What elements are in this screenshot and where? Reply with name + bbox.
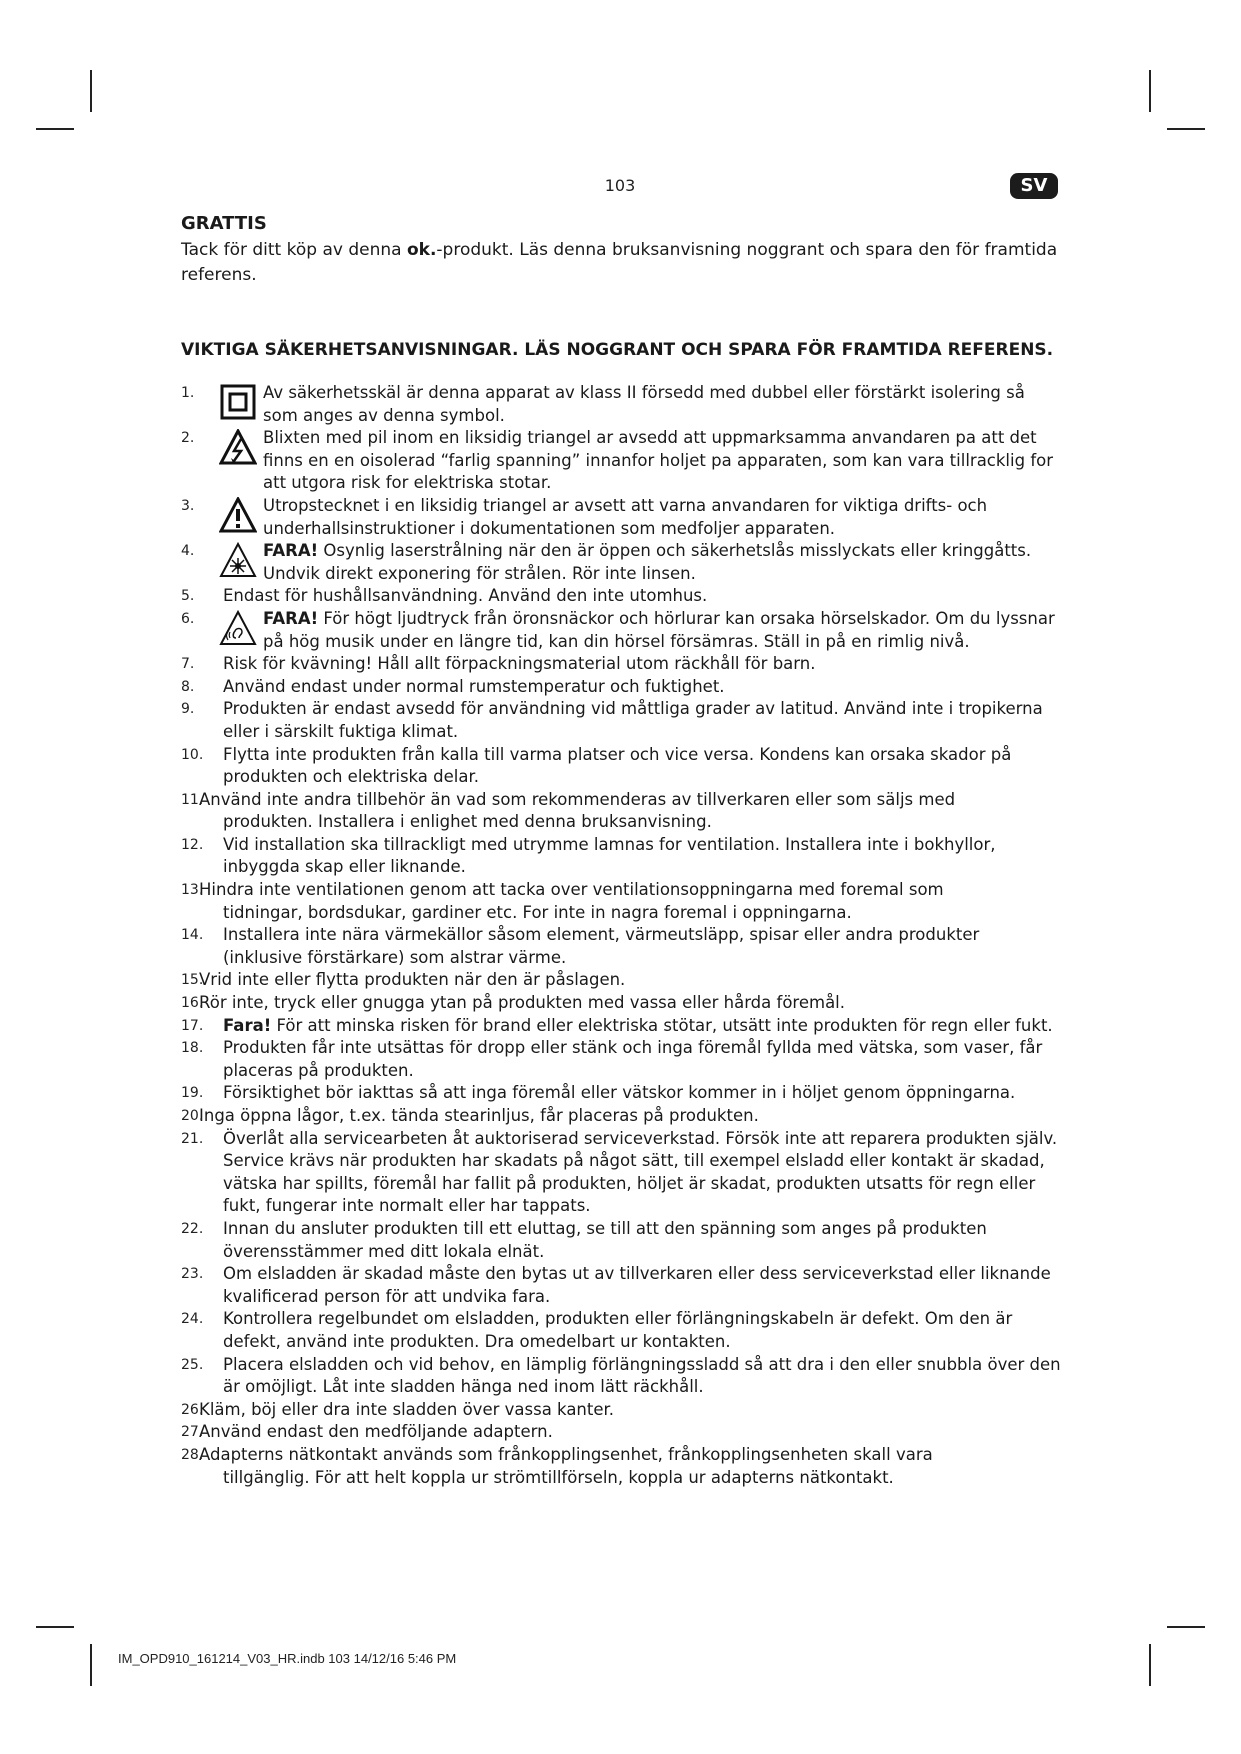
- item-text: FARA! För högt ljudtryck från öronsnäckor och hörlurar kan orsaka hörselskador. Om du lyssnar på hög musik under en längre tid, kan din hörsel försämras. Ställ in på en rimlig nivå.: [263, 608, 1055, 651]
- item-number: 24.: [181, 1311, 204, 1328]
- safety-item: [181, 540, 1061, 585]
- item-number: 11.: [181, 791, 204, 808]
- safety-item: [181, 427, 1061, 495]
- item-text: Rör inte, tryck eller gnugga ytan på produkten med vassa eller hårda föremål.: [199, 993, 846, 1013]
- item-number: 15.: [181, 972, 204, 989]
- item-text: Om elsladden är skadad måste den bytas ut av tillverkaren eller dess serviceverkstad eller liknande kvalificerad person för att undvika fara.: [223, 1264, 1051, 1306]
- hearing-warning-icon: [219, 610, 257, 646]
- item-text: Installera inte nära värmekällor såsom element, värmeutsläpp, spisar eller andra produkter (inklusive förstärkare) som alstrar värme.: [223, 925, 980, 967]
- danger-label: FARA!: [263, 608, 319, 628]
- item-number: 9.: [181, 701, 195, 718]
- item-number: 8.: [181, 678, 195, 695]
- intro-text: Tack för ditt köp av denna: [181, 240, 407, 260]
- safety-title: VIKTIGA SÄKERHETSANVISNINGAR. LÄS NOGGRANT OCH SPARA FÖR FRAMTIDA REFERENS.: [181, 340, 1054, 360]
- safety-item: [181, 879, 1061, 924]
- item-text: Utropstecknet i en liksidig triangel ar avsett att varna anvandaren for viktiga drifts- och underhallsinstruktioner i dokumentationen som medfoljer apparaten.: [263, 495, 988, 538]
- item-number: 23.: [181, 1266, 204, 1283]
- crop-mark: [36, 1626, 74, 1628]
- danger-label: FARA!: [263, 541, 319, 561]
- item-text: Produkten är endast avsedd för användning vid måttliga grader av latitud. Använd inte i tropikerna eller i särskilt fuktiga klimat.: [223, 699, 1043, 741]
- item-text: Kontrollera regelbundet om elsladden, produkten eller förlängningskabeln är defekt. Om den är defekt, använd inte produkten. Dra omedelbart ur kontakten.: [223, 1309, 1013, 1351]
- safety-item: [181, 1082, 1061, 1105]
- item-text: Fara! För att minska risken för brand eller elektriska stötar, utsätt inte produkten för regn eller fukt.: [223, 1015, 1053, 1035]
- item-text: Överlåt alla servicearbeten åt auktoriserad serviceverkstad. Försök inte att reparera produkten själv. Service krävs när produkten har skadats på något sätt, till exempel elsladd eller kontakt är skadad, vätska har spillts, föremål har fallit på produkten, höljet är skadat, produkten utsatts för regn eller fukt, fungerar inte normalt eller har tappats.: [223, 1128, 1058, 1216]
- safety-item: [181, 992, 1061, 1015]
- item-text: Hindra inte ventilationen genom att tacka over ventilationsoppningarna med foremal som tidningar, bordsdukar, gardiner etc. For inte in nagra foremal i oppningarna.: [199, 880, 944, 922]
- item-text: Använd endast under normal rumstemperatur och fuktighet.: [223, 676, 725, 696]
- safety-item: [181, 1218, 1061, 1263]
- safety-item: [181, 1308, 1061, 1353]
- item-number: 21.: [181, 1130, 204, 1147]
- item-number: 28.: [181, 1446, 204, 1463]
- item-text: Använd endast den medföljande adaptern.: [199, 1422, 553, 1442]
- safety-item: [181, 1263, 1061, 1308]
- crop-mark: [36, 128, 74, 130]
- item-text: Placera elsladden och vid behov, en lämplig förlängningssladd så att dra i den eller snubbla över den är omöjligt. Låt inte sladden hänga ned inom lätt räckhåll.: [223, 1354, 1061, 1397]
- item-number: 19.: [181, 1085, 204, 1102]
- item-text: Försiktighet bör iakttas så att inga föremål eller vätskor kommer in i höljet genom öppningarna.: [223, 1083, 1016, 1103]
- safety-item: [181, 789, 1061, 834]
- item-text: Innan du ansluter produkten till ett eluttag, se till att den spänning som anges på produkten överensstämmer med ditt lokala elnät.: [223, 1218, 987, 1261]
- item-number: 6.: [181, 610, 195, 627]
- item-text: Inga öppna lågor, t.ex. tända stearinljus, får placeras på produkten.: [199, 1106, 759, 1125]
- safety-item: [181, 1354, 1061, 1399]
- print-footer: IM_OPD910_161214_V03_HR.indb 103 14/12/16 5:46 PM: [118, 1651, 457, 1666]
- safety-item: [181, 1105, 1061, 1128]
- crop-mark: [90, 1644, 92, 1686]
- page-content: [181, 212, 1061, 1489]
- item-number: 20.: [181, 1108, 204, 1124]
- crop-mark: [90, 70, 92, 112]
- crop-mark: [1149, 70, 1151, 112]
- safety-item: [181, 608, 1061, 653]
- safety-item: [181, 924, 1061, 969]
- safety-item: [181, 1037, 1061, 1082]
- safety-item: [181, 1015, 1061, 1038]
- safety-item: [181, 676, 1061, 699]
- item-number: 22.: [181, 1220, 204, 1237]
- item-number: 2.: [181, 430, 195, 447]
- safety-item: [181, 1421, 1061, 1444]
- item-number: 10.: [181, 746, 204, 763]
- danger-label: Fara!: [223, 1015, 272, 1035]
- item-text: Vrid inte eller flytta produkten när den är påslagen.: [199, 970, 626, 990]
- double-insulation-icon: [219, 384, 257, 420]
- item-text: Risk för kvävning! Håll allt förpackningsmaterial utom räckhåll för barn.: [223, 654, 816, 674]
- safety-item: [181, 744, 1061, 789]
- safety-list: [181, 382, 1061, 1489]
- safety-item: [181, 969, 1061, 992]
- crop-mark: [1167, 128, 1205, 130]
- lightning-triangle-icon: [219, 429, 257, 465]
- congrats-title: GRATTIS: [181, 213, 267, 234]
- item-text: Flytta inte produkten från kalla till varma platser och vice versa. Kondens kan orsaka skador på produkten och elektriska delar.: [223, 744, 1012, 787]
- item-number: 25.: [181, 1356, 204, 1373]
- safety-item: [181, 1399, 1061, 1422]
- safety-item: [181, 1444, 1061, 1489]
- safety-item: [181, 495, 1061, 540]
- item-text: Vid installation ska tillrackligt med utrymme lamnas for ventilation. Installera inte i bokhyllor, inbyggda skap eller liknande.: [223, 834, 996, 877]
- item-number: 3.: [181, 497, 195, 514]
- crop-mark: [1167, 1626, 1205, 1628]
- intro-text-end: -produkt. Läs denna bruksanvisning noggrant och spara den för framtida referens.: [181, 240, 1058, 285]
- crop-mark: [1149, 1644, 1151, 1686]
- item-number: 4.: [181, 543, 195, 560]
- item-number: 7.: [181, 656, 195, 673]
- item-number: 5.: [181, 588, 195, 605]
- safety-item: [181, 585, 1061, 608]
- language-badge: SV: [1010, 173, 1058, 199]
- exclamation-triangle-icon: [219, 497, 257, 533]
- item-number: 16.: [181, 995, 204, 1012]
- laser-warning-icon: [219, 542, 257, 578]
- item-number: 13.: [181, 882, 204, 899]
- page-number: 103: [604, 176, 636, 195]
- item-text: Av säkerhetsskäl är denna apparat av klass II försedd med dubbel eller förstärkt isolering så som anges av denna symbol.: [263, 383, 1025, 425]
- item-number: 18.: [181, 1040, 204, 1057]
- safety-item: [181, 1128, 1061, 1218]
- congrats-intro: [181, 238, 1061, 288]
- item-text: Blixten med pil inom en liksidig triangel ar avsedd att uppmarksamma anvandaren pa att det finns en en oisolerad “farlig spanning” innanfor holjet pa apparaten, som kan vara tillracklig for att utgora risk for elektriska stotar.: [263, 428, 1054, 493]
- item-number: 26.: [181, 1401, 204, 1418]
- item-number: 12.: [181, 836, 204, 853]
- brand-name: ok.: [406, 240, 437, 260]
- safety-item: [181, 382, 1061, 427]
- item-text: Använd inte andra tillbehör än vad som rekommenderas av tillverkaren eller som säljs med produkten. Installera i enlighet med denna bruksanvisning.: [199, 789, 956, 832]
- safety-item: [181, 653, 1061, 676]
- item-number: 27.: [181, 1424, 204, 1441]
- item-text: Adapterns nätkontakt används som frånkopplingsenhet, frånkopplingsenheten skall vara tillgänglig. För att helt koppla ur strömtillförseln, koppla ur adapterns nätkontakt.: [199, 1444, 933, 1487]
- item-text: FARA! Osynlig laserstrålning när den är öppen och säkerhetslås misslyckats eller kringgåtts. Undvik direkt exponering för strålen. Rör inte linsen.: [263, 541, 1032, 583]
- item-text: Produkten får inte utsättas för dropp eller stänk och inga föremål fyllda med vätska, som vaser, får placeras på produkten.: [223, 1038, 1043, 1080]
- safety-item: [181, 698, 1061, 743]
- item-text: Endast för hushållsanvändning. Använd den inte utomhus.: [223, 586, 708, 606]
- item-number: 1.: [181, 385, 195, 401]
- item-number: 14.: [181, 927, 204, 944]
- item-text: Kläm, böj eller dra inte sladden över vassa kanter.: [199, 1399, 615, 1419]
- safety-item: [181, 834, 1061, 879]
- item-number: 17.: [181, 1017, 204, 1034]
